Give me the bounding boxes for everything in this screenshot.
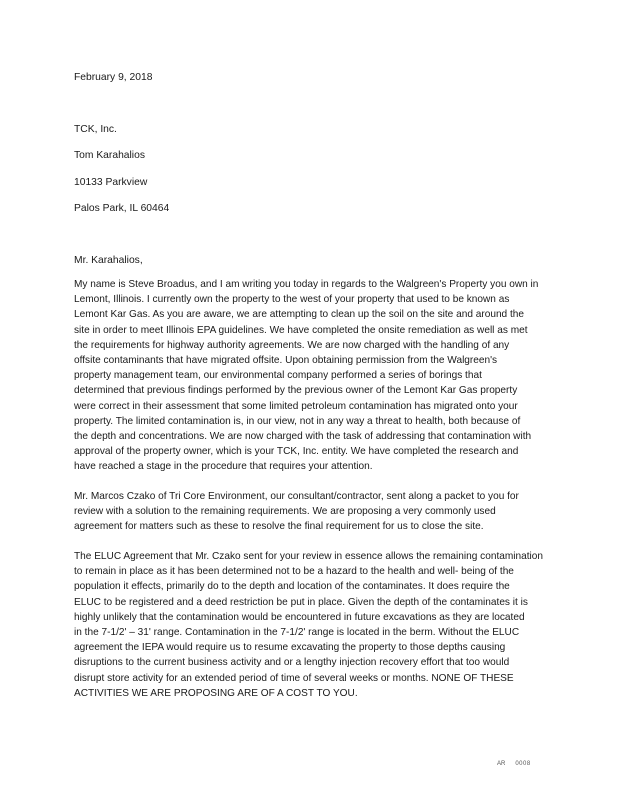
paragraph-line: Mr. Marcos Czako of Tri Core Environment, our consultant/contractor, sent along a packet to you for [74,491,519,502]
paragraph-line: property. The limited contamination is, in our view, not in any way a threat to health, both because of [74,415,521,427]
paragraph-line: to remain in place as it has been determined not to be a hazard to the health and well- being of the [74,566,514,578]
paragraph-line: review with a solution to the remaining requirements. We are proposing a very commonly used [74,506,496,518]
recipient-company: TCK, Inc. [74,124,117,135]
paragraph-line: have reached a stage in the procedure that requires your attention. [74,461,373,473]
paragraph-line: My name is Steve Broadus, and I am writing you today in regards to the Walgreen's Property you own in [74,279,539,290]
paragraph-line: The ELUC Agreement that Mr. Czako sent for your review in essence allows the remaining contamination [74,551,544,562]
paragraph-line: determined that previous findings performed by the previous owner of the Lemont Kar Gas property [74,385,518,397]
footer-stamp: 0008 [515,761,531,767]
paragraph-line: property management team, our environmental company performed a series of borings that [74,370,482,382]
paragraph-line: approval of the property owner, which is your TCK, Inc. entity. We have completed the research and [74,446,519,458]
recipient-street: 10133 Parkview [74,177,148,188]
body-paragraph-3 [74,549,552,701]
paragraph-line: disrupt store activity for an extended period of time of several weeks or months. NONE OF THESE [74,672,514,684]
recipient-name: Tom Karahalios [74,150,145,161]
footer-initials: AR [497,761,506,767]
paragraph-line: site in order to meet Illinois EPA guidelines. We have completed the onsite remediation as well as met [74,324,528,336]
paragraph-line: ELUC to be registered and a deed restriction be put in place. Given the depth of the contaminates it is [74,596,528,608]
paragraph-line: in the 7-1/2' – 31' range. Contamination in the 7-1/2' range is located in the berm. Without the ELUC [74,627,520,639]
paragraph-line: agreement for matters such as these to resolve the final requirement for us to close the site. [74,521,484,533]
paragraph-line: Lemont, Illinois. I currently own the property to the west of your property that used to be known as [74,294,510,306]
salutation: Mr. Karahalios, [74,255,143,266]
paragraph-line: offsite contaminants that have migrated offsite. Upon obtaining permission from the Walgreen's [74,355,498,367]
body-paragraph-1 [74,277,552,475]
paragraph-line: the depth and concentrations. We are now charged with the task of addressing that contamination with [74,431,532,443]
paragraph-line: disruptions to the current business activity and or a lengthy injection recovery effort that too would [74,657,510,669]
recipient-city-state-zip: Palos Park, IL 60464 [74,203,170,214]
paragraph-line: were correct in their assessment that some limited petroleum contamination has migrated onto your [74,400,518,412]
paragraph-line: ACTIVITIES WE ARE PROPOSING ARE OF A COST TO YOU. [74,687,358,699]
paragraph-line: highly unlikely that the contamination would be encountered in future excavations as they are located [74,611,525,623]
paragraph-line: Lemont Kar Gas. As you are aware, we are attempting to clean up the soil on the site and around the [74,309,525,321]
letter-date: February 9, 2018 [74,72,153,83]
paragraph-line: agreement the IEPA would require us to resume excavating the property to those depths causing [74,642,506,654]
paragraph-line: population it effects, primarily do to the depth and location of the contaminates. It does require the [74,581,510,593]
paragraph-line: the requirements for highway authority agreements. We are now charged with the handling of any [74,339,510,351]
page-footer [497,760,531,768]
body-paragraph-2 [74,489,552,535]
